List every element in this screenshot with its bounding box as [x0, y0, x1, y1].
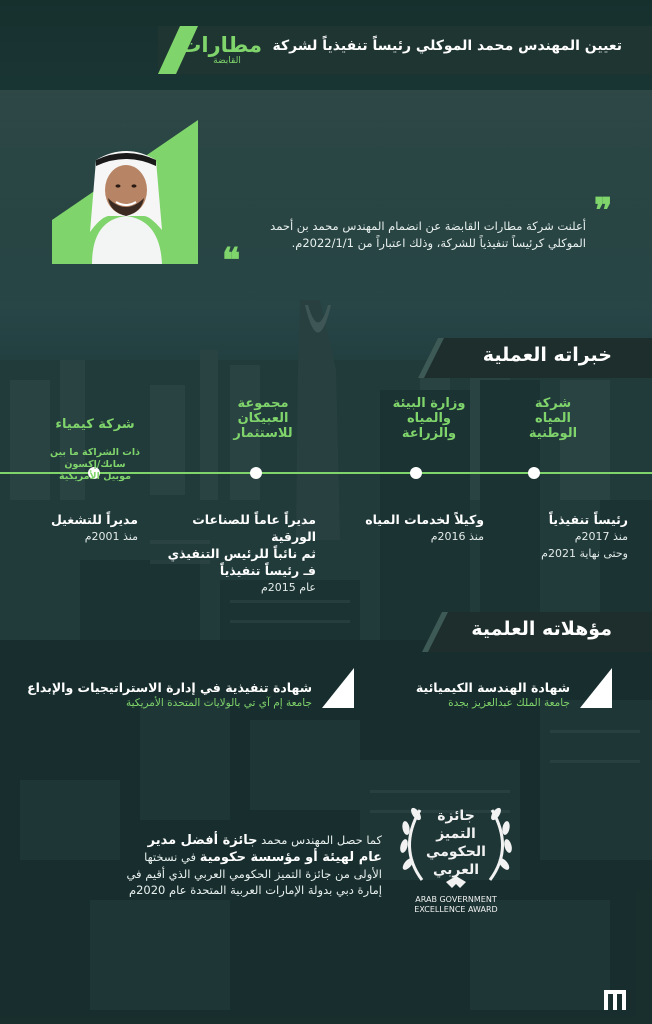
intro-quote: أعلنت شركة مطارات القابضة عن انضمام المهندس محمد بن أحمد الموكلي كرئيساً تنفيذياً للشركة، وذلك اعتباراً من 2022/1/1م.: [270, 219, 586, 250]
education-title: مؤهلاته العلمية: [471, 618, 612, 640]
brand-mark-icon: [604, 990, 626, 1010]
role-nwc-title: رئيساً تنفيذياً: [548, 512, 628, 527]
role-nwc: [508, 494, 628, 579]
role-obeikan: [146, 494, 316, 613]
badge-line-2: التميز: [436, 826, 476, 842]
award-highlight: جائزة أفضل مدير عام لهيئة أو مؤسسة حكومية: [147, 833, 382, 865]
badge-en-1: ARAB GOVERNMENT: [415, 895, 497, 904]
role-obeikan-date: عام 2015م: [260, 581, 316, 594]
role-mewa-title: وكيلاً لخدمات المياه: [365, 512, 484, 527]
role-kemya-date: منذ 2001م: [84, 530, 138, 543]
logo-sub-text: القابضة: [213, 56, 241, 66]
qual-executive-certificate: شهادة تنفيذية في إدارة الاستراتيجيات والإبداع: [27, 680, 312, 695]
badge-en-2: EXCELLENCE AWARD: [414, 905, 498, 914]
timeline-dot: [250, 467, 262, 479]
badge-line-4: العربي: [432, 862, 480, 878]
role-kemya-title: مديراً للتشغيل: [51, 512, 138, 527]
badge-line-3: الحكومي: [426, 844, 486, 860]
ceo-photo: [52, 120, 198, 264]
badge-line-1: جائزة: [437, 808, 475, 824]
qual-mit: جامعة إم آي تي بالولايات المتحدة الأمريكية: [126, 697, 312, 709]
logo-main-text: مطارات: [180, 33, 262, 57]
org-obeikan: مجموعة العبيكان للاستثمار: [233, 396, 293, 441]
qualification-marker-icon: [322, 668, 354, 708]
org-nwc: شركة المياه الوطنية: [528, 396, 578, 441]
role-mewa: [344, 494, 484, 562]
arab-government-excellence-award-badge: [392, 784, 520, 916]
experience-section-header: [418, 338, 652, 378]
award-intro: كما حصل المهندس محمد: [261, 833, 382, 847]
org-kemya-sub: ذات الشراكة ما بين سابك/إكسون موبيل الأمريكية: [50, 447, 140, 482]
matarat-logo: [180, 33, 262, 68]
experience-title: خبراته العملية: [482, 344, 612, 366]
org-kemya: [40, 402, 150, 498]
award-details: في نسختها الأولى من جائزة التميز الحكومي العربي الذي أقيم في إمارة دبي بدولة الإمارات العربية المتحدة عام 2020م: [126, 850, 382, 897]
award-description: [120, 832, 382, 898]
qual-chemical-engineering: شهادة الهندسة الكيميائية: [415, 680, 570, 695]
page-title: تعيين المهندس محمد الموكلي رئيساً تنفيذياً لشركة: [272, 38, 622, 54]
timeline-dot: [410, 467, 422, 479]
org-mewa: وزارة البيئة والمياه والزراعة: [392, 396, 466, 441]
education-section-header: [422, 612, 652, 652]
role-mewa-date: منذ 2016م: [430, 530, 484, 543]
quote-open-icon: ❞: [594, 191, 613, 231]
qual-kau: جامعة الملك عبدالعزيز بجدة: [448, 697, 570, 709]
role-kemya: [18, 494, 138, 562]
role-obeikan-title: مديراً عاماً للصناعات الورقية ثم نائباً للرئيس التنفيذي فـ رئيساً تنفيذياً: [167, 512, 316, 578]
quote-close-icon: ❝: [222, 241, 241, 281]
role-nwc-date: منذ 2017م وحتى نهاية 2021م: [541, 530, 628, 560]
org-kemya-name: شركة كيمياء: [55, 417, 135, 432]
qualification-marker-icon: [580, 668, 612, 708]
timeline-dot: [528, 467, 540, 479]
